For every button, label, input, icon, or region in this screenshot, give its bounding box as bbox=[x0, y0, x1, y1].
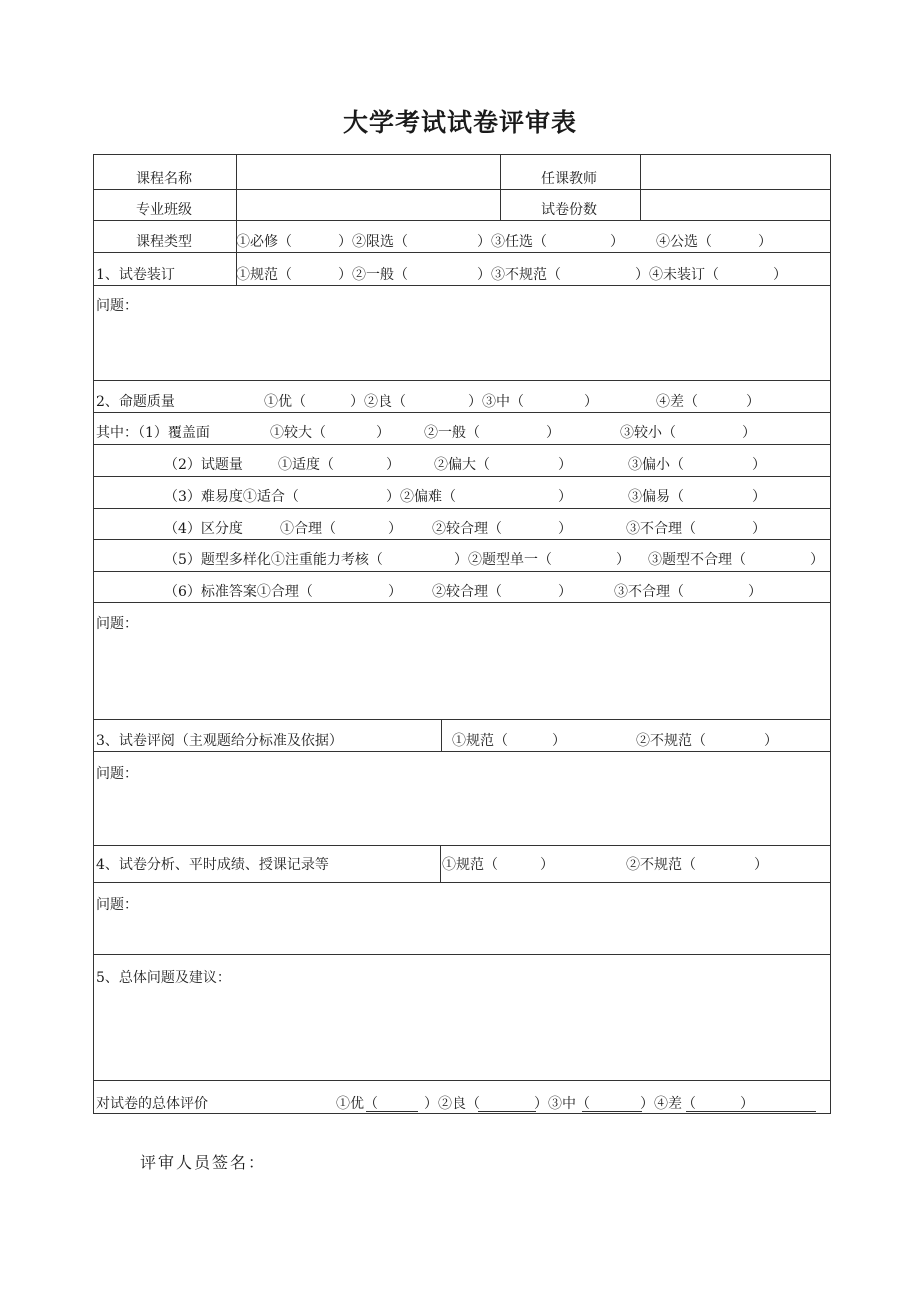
overall-option-poor[interactable]: ）④差（ bbox=[640, 1096, 696, 1112]
answer-option-fair[interactable]: ②较合理（ bbox=[432, 584, 502, 600]
diversity-label[interactable]: （5）题型多样化①注重能力考核（ bbox=[164, 552, 383, 568]
quality-problem-label: 问题： bbox=[96, 616, 138, 632]
discrimination-option-reasonable[interactable]: ①合理（ bbox=[280, 521, 336, 537]
overall-underline bbox=[478, 1111, 536, 1112]
difficulty-option-easy[interactable]: ③偏易（ bbox=[628, 489, 684, 505]
binding-option-normal[interactable]: ）②一般（ bbox=[338, 267, 408, 283]
row-divider bbox=[94, 1080, 830, 1081]
reviewer-signature-label: 评审人员签名： bbox=[140, 1153, 267, 1172]
analysis-option-standard[interactable]: ①规范（ bbox=[442, 857, 498, 873]
quality-option-good[interactable]: ）②良（ bbox=[350, 394, 406, 410]
course-type-close: ） bbox=[610, 234, 624, 250]
coverage-close: ） bbox=[546, 425, 560, 441]
row-divider bbox=[94, 751, 830, 752]
grading-option-standard[interactable]: ①规范（ bbox=[452, 733, 508, 749]
quality-option-medium[interactable]: ）③中（ bbox=[468, 394, 524, 410]
diversity-close: ） bbox=[810, 552, 824, 568]
binding-option-unbound[interactable]: ）④未装订（ bbox=[635, 267, 719, 283]
volume-close: ） bbox=[558, 457, 572, 473]
volume-option-large[interactable]: ②偏大（ bbox=[434, 457, 490, 473]
quality-option-poor[interactable]: ④差（ bbox=[656, 394, 698, 410]
coverage-option-small[interactable]: ③较小（ bbox=[620, 425, 676, 441]
difficulty-close: ） bbox=[558, 489, 572, 505]
diversity-option-single[interactable]: ）②题型单一（ bbox=[454, 552, 552, 568]
overall-option-good[interactable]: ）②良（ bbox=[424, 1096, 480, 1112]
overall-option-excellent[interactable]: ①优（ bbox=[336, 1096, 378, 1112]
col-divider bbox=[236, 155, 237, 285]
answer-option-unreasonable[interactable]: ③不合理（ bbox=[614, 584, 684, 600]
overall-close: ） bbox=[740, 1096, 754, 1112]
volume-close: ） bbox=[752, 457, 766, 473]
overall-underline bbox=[686, 1111, 816, 1112]
grading-option-nonstandard[interactable]: ②不规范（ bbox=[636, 733, 706, 749]
row-divider bbox=[94, 508, 830, 509]
row-divider bbox=[94, 571, 830, 572]
row-divider bbox=[94, 380, 830, 381]
row-divider bbox=[94, 220, 830, 221]
row-divider bbox=[94, 602, 830, 603]
grading-problem-label: 问题： bbox=[96, 766, 138, 782]
course-type-option-required[interactable]: ①必修（ bbox=[236, 234, 292, 250]
coverage-close: ） bbox=[376, 425, 390, 441]
overall-underline bbox=[582, 1111, 642, 1112]
overall-option-medium[interactable]: ）③中（ bbox=[534, 1096, 590, 1112]
overall-underline bbox=[366, 1111, 418, 1112]
binding-option-nonstandard[interactable]: ）③不规范（ bbox=[477, 267, 561, 283]
coverage-option-large[interactable]: ①较大（ bbox=[270, 425, 326, 441]
summary-label: 5、总体问题及建议： bbox=[96, 970, 231, 986]
grading-label: 3、试卷评阅（主观题给分标准及依据） bbox=[96, 733, 343, 749]
coverage-close: ） bbox=[742, 425, 756, 441]
page-title: 大学考试试卷评审表 bbox=[342, 108, 577, 137]
row-divider bbox=[94, 539, 830, 540]
volume-option-small[interactable]: ③偏小（ bbox=[628, 457, 684, 473]
coverage-label: 其中：（1）覆盖面 bbox=[96, 425, 210, 441]
answer-close: ） bbox=[558, 584, 572, 600]
difficulty-close: ） bbox=[752, 489, 766, 505]
quality-close: ） bbox=[584, 394, 598, 410]
course-type-option-limited[interactable]: ）②限选（ bbox=[338, 234, 408, 250]
analysis-label: 4、试卷分析、平时成绩、授课记录等 bbox=[96, 857, 329, 873]
row-divider bbox=[94, 444, 830, 445]
row-divider bbox=[94, 285, 830, 286]
course-type-label: 课程类型 bbox=[136, 234, 192, 250]
answer-close: ） bbox=[388, 584, 402, 600]
course-type-option-public[interactable]: ④公选（ bbox=[656, 234, 712, 250]
answer-close: ） bbox=[748, 584, 762, 600]
col-divider bbox=[640, 155, 641, 220]
analysis-problem-label: 问题： bbox=[96, 897, 138, 913]
discrimination-close: ） bbox=[752, 521, 766, 537]
diversity-close: ） bbox=[616, 552, 630, 568]
diversity-option-unreasonable[interactable]: ③题型不合理（ bbox=[648, 552, 746, 568]
quality-close: ） bbox=[746, 394, 760, 410]
grading-close: ） bbox=[764, 733, 778, 749]
analysis-close: ） bbox=[754, 857, 768, 873]
row-divider bbox=[94, 252, 830, 253]
difficulty-option-hard[interactable]: ）②偏难（ bbox=[386, 489, 456, 505]
binding-problem-label: 问题： bbox=[96, 298, 138, 314]
quality-option-excellent[interactable]: ①优（ bbox=[264, 394, 306, 410]
row-divider bbox=[94, 954, 830, 955]
row-divider bbox=[94, 476, 830, 477]
answer-label[interactable]: （6）标准答案①合理（ bbox=[164, 584, 313, 600]
row-divider bbox=[94, 882, 830, 883]
review-form-table bbox=[93, 154, 831, 1114]
course-name-label: 课程名称 bbox=[136, 171, 192, 187]
volume-option-moderate[interactable]: ①适度（ bbox=[278, 457, 334, 473]
col-divider bbox=[440, 845, 441, 882]
discrimination-label: （4）区分度 bbox=[164, 521, 243, 537]
binding-close: ） bbox=[773, 267, 787, 283]
discrimination-close: ） bbox=[388, 521, 402, 537]
course-type-close: ） bbox=[758, 234, 772, 250]
major-class-label: 专业班级 bbox=[136, 202, 192, 218]
col-divider bbox=[441, 719, 442, 751]
paper-count-label: 试卷份数 bbox=[541, 202, 597, 218]
binding-label: 1、试卷装订 bbox=[96, 267, 175, 283]
quality-label: 2、命题质量 bbox=[96, 394, 175, 410]
volume-close: ） bbox=[386, 457, 400, 473]
discrimination-option-unreasonable[interactable]: ③不合理（ bbox=[626, 521, 696, 537]
grading-close: ） bbox=[552, 733, 566, 749]
row-divider bbox=[94, 412, 830, 413]
col-divider bbox=[500, 155, 501, 220]
binding-option-standard[interactable]: ①规范（ bbox=[236, 267, 292, 283]
row-divider bbox=[94, 845, 830, 846]
discrimination-option-fair[interactable]: ②较合理（ bbox=[432, 521, 502, 537]
analysis-close: ） bbox=[540, 857, 554, 873]
teacher-label: 任课教师 bbox=[541, 171, 597, 187]
overall-label: 对试卷的总体评价 bbox=[96, 1096, 208, 1112]
course-type-option-elective[interactable]: ）③任选（ bbox=[477, 234, 547, 250]
analysis-option-nonstandard[interactable]: ②不规范（ bbox=[626, 857, 696, 873]
discrimination-close: ） bbox=[558, 521, 572, 537]
coverage-option-normal[interactable]: ②一般（ bbox=[424, 425, 480, 441]
row-divider bbox=[94, 719, 830, 720]
difficulty-label[interactable]: （3）难易度①适合（ bbox=[164, 489, 299, 505]
volume-label: （2）试题量 bbox=[164, 457, 243, 473]
row-divider bbox=[94, 189, 830, 190]
course-name-field[interactable] bbox=[334, 171, 335, 187]
